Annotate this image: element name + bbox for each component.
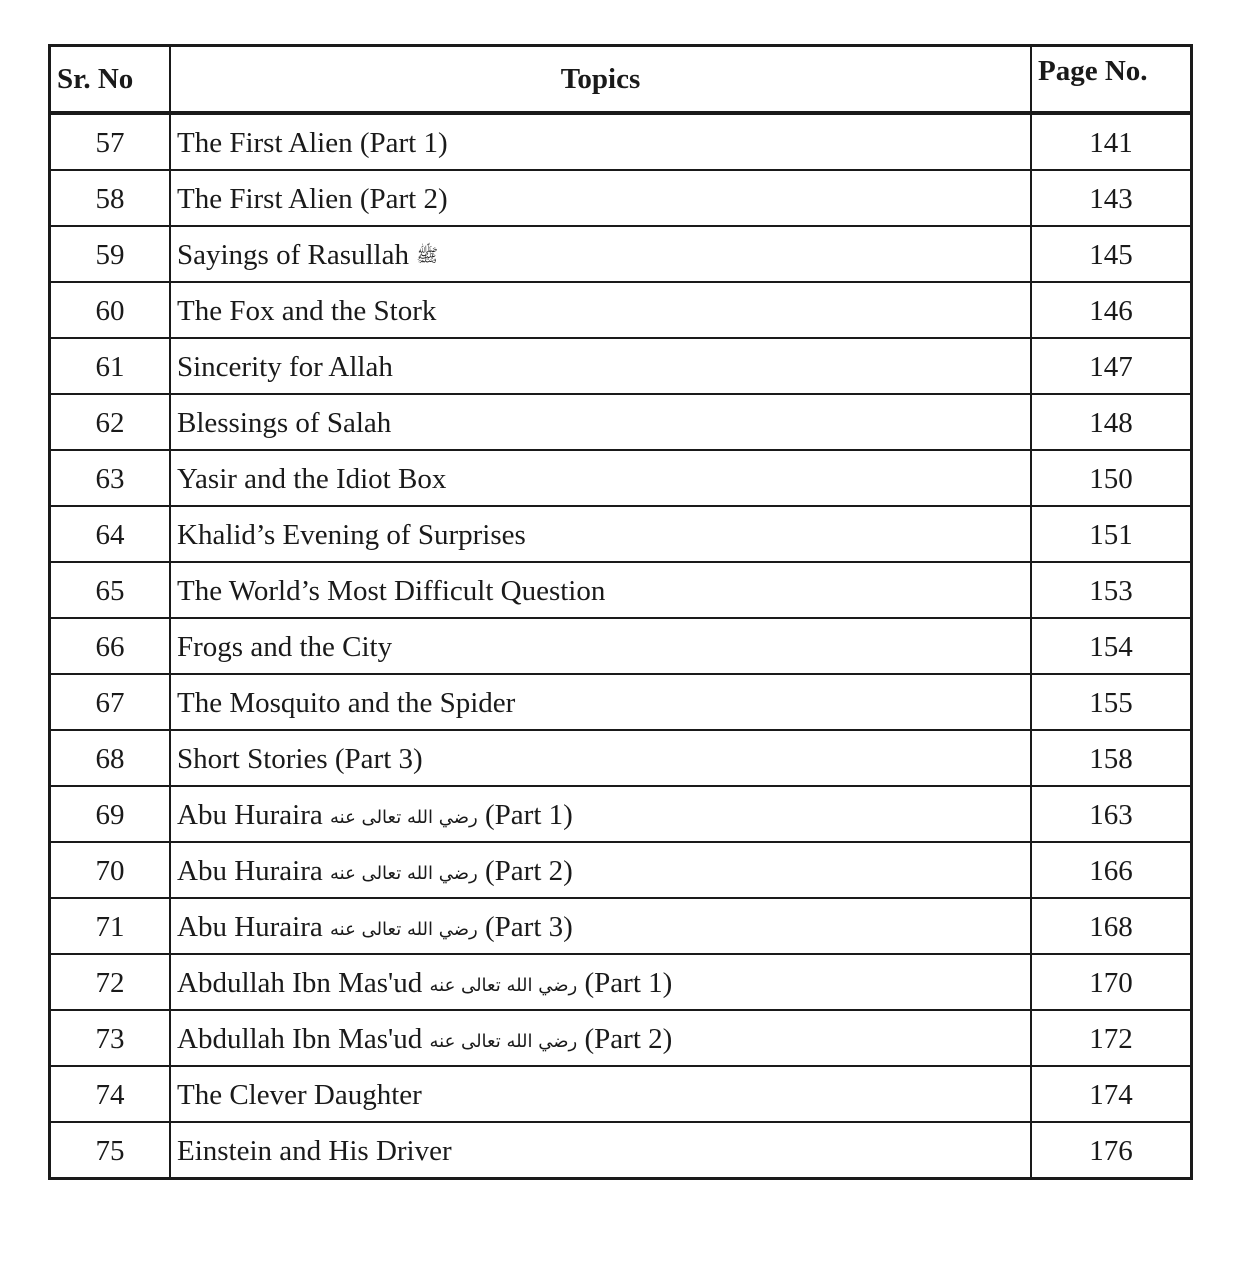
- topic-part: (Part 3): [485, 910, 573, 943]
- topic-cell: [170, 618, 1031, 674]
- honorific-calligraphy: رضي الله تعالى عنه: [330, 862, 478, 884]
- sr-no-cell: 64: [50, 506, 171, 562]
- header-topics: Topics: [170, 46, 1031, 114]
- topic-part: (Part 1): [485, 798, 573, 831]
- topic-title: Sayings of Rasullah: [177, 238, 409, 271]
- topic-title: Short Stories (Part 3): [177, 742, 423, 775]
- table-row: [50, 394, 1192, 450]
- topic-title: Abdullah Ibn Mas'ud: [177, 1022, 423, 1055]
- page-number-cell: 141: [1031, 113, 1192, 170]
- table-row: [50, 842, 1192, 898]
- table-row: [50, 113, 1192, 170]
- page-number-cell: 168: [1031, 898, 1192, 954]
- topic-title: Einstein and His Driver: [177, 1134, 452, 1167]
- topic-title: Frogs and the City: [177, 630, 393, 663]
- page-number-cell: 155: [1031, 674, 1192, 730]
- table-row: [50, 954, 1192, 1010]
- table-row: [50, 674, 1192, 730]
- sr-no-cell: 60: [50, 282, 171, 338]
- sr-no-cell: 66: [50, 618, 171, 674]
- sr-no-cell: 75: [50, 1122, 171, 1179]
- topic-title: Khalid’s Evening of Surprises: [177, 518, 526, 551]
- honorific-calligraphy: رضي الله تعالى عنه: [429, 1030, 578, 1052]
- topic-cell: [170, 450, 1031, 506]
- table-row: [50, 1122, 1192, 1179]
- table-row: [50, 282, 1192, 338]
- sr-no-cell: 63: [50, 450, 171, 506]
- page-number-cell: 158: [1031, 730, 1192, 786]
- table-row: [50, 898, 1192, 954]
- table-row: [50, 562, 1192, 618]
- topic-title: Abu Huraira: [177, 798, 323, 831]
- topic-cell: [170, 1066, 1031, 1122]
- topic-title: Sincerity for Allah: [177, 350, 393, 383]
- topic-cell: [170, 730, 1031, 786]
- header-sr-no: Sr. No: [50, 46, 171, 114]
- honorific-calligraphy: رضي الله تعالى عنه: [330, 918, 478, 940]
- page-number-cell: 153: [1031, 562, 1192, 618]
- topic-part: (Part 2): [584, 1022, 673, 1055]
- topic-part: (Part 1): [584, 966, 673, 999]
- table-row: [50, 506, 1192, 562]
- page-number-cell: 148: [1031, 394, 1192, 450]
- page-number-cell: 147: [1031, 338, 1192, 394]
- topic-cell: [170, 674, 1031, 730]
- toc-body: [50, 113, 1192, 1179]
- sr-no-cell: 61: [50, 338, 171, 394]
- page-number-cell: 166: [1031, 842, 1192, 898]
- honorific-calligraphy: رضي الله تعالى عنه: [429, 974, 578, 996]
- header-page-no: Page No.: [1031, 46, 1192, 114]
- page-number-cell: 150: [1031, 450, 1192, 506]
- topic-title: Abu Huraira: [177, 910, 323, 943]
- sr-no-cell: 69: [50, 786, 171, 842]
- topic-cell: [170, 506, 1031, 562]
- page-number-cell: 163: [1031, 786, 1192, 842]
- sr-no-cell: 62: [50, 394, 171, 450]
- sr-no-cell: 72: [50, 954, 171, 1010]
- topic-title: Abu Huraira: [177, 854, 323, 887]
- sr-no-cell: 71: [50, 898, 171, 954]
- topic-title: The Clever Daughter: [177, 1078, 422, 1111]
- topic-title: The World’s Most Difficult Question: [177, 574, 606, 607]
- topic-title: The First Alien (Part 2): [177, 182, 448, 215]
- page-number-cell: 143: [1031, 170, 1192, 226]
- table-row: [50, 338, 1192, 394]
- topic-cell: [170, 226, 1031, 282]
- page-number-cell: 172: [1031, 1010, 1192, 1066]
- table-row: [50, 170, 1192, 226]
- topic-title: The First Alien (Part 1): [177, 126, 448, 159]
- table-row: [50, 1066, 1192, 1122]
- topic-cell: [170, 786, 1031, 842]
- sr-no-cell: 74: [50, 1066, 171, 1122]
- page-number-cell: 176: [1031, 1122, 1192, 1179]
- topic-cell: [170, 1122, 1031, 1179]
- page-number-cell: 145: [1031, 226, 1192, 282]
- topic-cell: [170, 842, 1031, 898]
- topic-title: The Fox and the Stork: [177, 294, 437, 327]
- table-row: [50, 730, 1192, 786]
- topic-title: Abdullah Ibn Mas'ud: [177, 966, 423, 999]
- topic-cell: [170, 1010, 1031, 1066]
- page-number-cell: 174: [1031, 1066, 1192, 1122]
- table-of-contents: [48, 44, 1193, 1180]
- sr-no-cell: 73: [50, 1010, 171, 1066]
- honorific-calligraphy: ﷺ: [416, 244, 438, 266]
- topic-cell: [170, 282, 1031, 338]
- page-number-cell: 170: [1031, 954, 1192, 1010]
- sr-no-cell: 70: [50, 842, 171, 898]
- topic-part: (Part 2): [485, 854, 573, 887]
- topic-title: Yasir and the Idiot Box: [177, 462, 447, 495]
- table-row: [50, 226, 1192, 282]
- page-number-cell: 154: [1031, 618, 1192, 674]
- sr-no-cell: 68: [50, 730, 171, 786]
- table-row: [50, 786, 1192, 842]
- sr-no-cell: 57: [50, 113, 171, 170]
- page-number-cell: 151: [1031, 506, 1192, 562]
- topic-cell: [170, 170, 1031, 226]
- topic-cell: [170, 562, 1031, 618]
- table-row: [50, 618, 1192, 674]
- sr-no-cell: 59: [50, 226, 171, 282]
- table-row: [50, 1010, 1192, 1066]
- header-row: [50, 46, 1192, 114]
- topic-cell: [170, 954, 1031, 1010]
- table-row: [50, 450, 1192, 506]
- topic-cell: [170, 113, 1031, 170]
- topic-cell: [170, 394, 1031, 450]
- honorific-calligraphy: رضي الله تعالى عنه: [330, 806, 478, 828]
- topic-title: The Mosquito and the Spider: [177, 686, 516, 719]
- sr-no-cell: 65: [50, 562, 171, 618]
- topic-title: Blessings of Salah: [177, 406, 392, 439]
- sr-no-cell: 67: [50, 674, 171, 730]
- sr-no-cell: 58: [50, 170, 171, 226]
- topic-cell: [170, 338, 1031, 394]
- topic-cell: [170, 898, 1031, 954]
- page-number-cell: 146: [1031, 282, 1192, 338]
